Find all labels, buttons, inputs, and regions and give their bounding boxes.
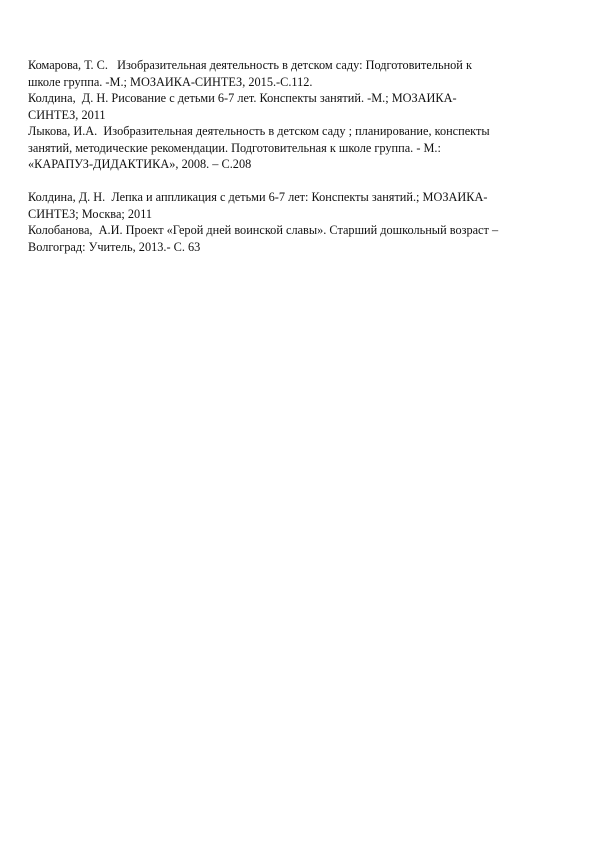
bibliography-entry-komarova [28, 57, 563, 90]
entry-line: Колдина, Д. Н. Лепка и аппликация с детьми 6-7 лет: Конспекты занятий.; МОЗАИКА- [28, 190, 488, 204]
blank-line-spacer [28, 173, 563, 190]
bibliography-entry-kolobanova [28, 222, 563, 255]
bibliography-entry-lykova [28, 123, 563, 173]
bibliography-entry-koldina-drawing [28, 90, 563, 123]
entry-line: СИНТЕЗ; Москва; 2011 [28, 206, 153, 221]
entry-line: «КАРАПУЗ-ДИДАКТИКА», 2008. – С.208 [28, 157, 252, 171]
entry-line: Колобанова, А.И. Проект «Герой дней воинской славы». Старший дошкольный возраст – [28, 223, 499, 237]
entry-line: Лыкова, И.А. Изобразительная деятельность в детском саду ; планирование, конспекты [28, 124, 490, 138]
entry-line: школе группа. -М.; МОЗАИКА-СИНТЕЗ, 2015.-С.112. [28, 74, 313, 89]
entry-line: Комарова, Т. С. Изобразительная деятельность в детском саду: Подготовительной к [28, 58, 472, 72]
entry-line: занятий, методические рекомендации. Подготовительная к школе группа. - М.: [28, 140, 441, 155]
bibliography-entry-koldina-modeling [28, 189, 563, 222]
bibliography-list [28, 57, 563, 255]
entry-line: Волгоград: Учитель, 2013.- С. 63 [28, 239, 201, 254]
entry-line: Колдина, Д. Н. Рисование с детьми 6-7 лет. Конспекты занятий. -М.; МОЗАИКА- [28, 91, 457, 105]
entry-line: СИНТЕЗ, 2011 [28, 107, 106, 122]
